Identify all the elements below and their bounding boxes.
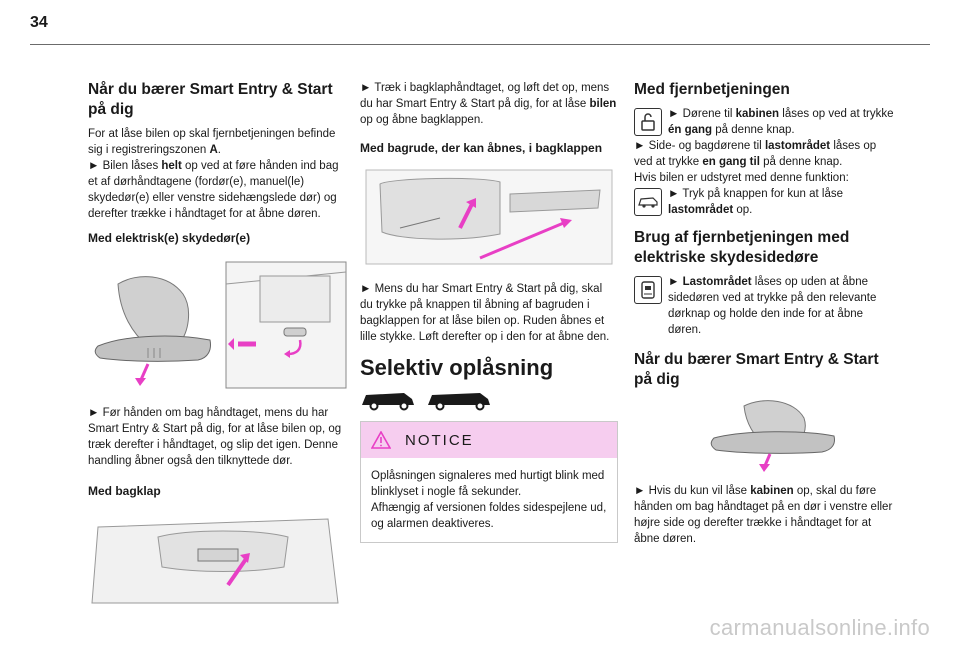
subheading: Med elektrisk(e) skydedør(e) <box>88 231 251 245</box>
section-heading: Med fjernbetjeningen <box>634 81 790 98</box>
bold-run: én gang <box>668 124 713 136</box>
handle-illustration <box>88 254 350 399</box>
bold-run: helt <box>161 160 182 172</box>
instruction <box>634 483 896 547</box>
notice-box <box>360 421 618 543</box>
text-run: . <box>217 144 221 156</box>
warning-triangle-icon <box>371 431 391 449</box>
column-1 <box>88 80 350 618</box>
van-icon <box>360 389 416 411</box>
subheading: Med bagklap <box>88 484 161 498</box>
instruction <box>668 274 896 338</box>
header-rule <box>30 44 930 45</box>
text-run: ► Dørene til <box>668 108 736 120</box>
subheading: Med bagrude, der kan åbnes, i bagklappen <box>360 141 603 155</box>
bold-run: lastområdet <box>668 204 734 216</box>
bold-run: en gang til <box>702 156 760 168</box>
bold-run: kabinen <box>750 485 794 497</box>
notice-header <box>361 422 617 458</box>
bold-run: lastområdet <box>764 140 831 152</box>
text-run: låses op ved at trykke <box>779 108 894 120</box>
watermark: carmanualsonline.info <box>709 615 930 640</box>
text-run: op, skal du føre hånden om bag håndtaget på en dør i venstre eller højre side og derefter trække i håndtaget for at åbne døren. <box>634 485 893 545</box>
van-icons <box>360 389 618 411</box>
rear-window-illustration <box>360 164 618 275</box>
section-heading: Selektiv oplåsning <box>360 355 554 380</box>
text-run: ► <box>668 276 683 288</box>
tailgate-illustration <box>88 507 350 612</box>
paragraph <box>88 158 350 222</box>
instruction <box>668 106 896 138</box>
text-run: op. <box>733 204 753 216</box>
paragraph <box>360 80 618 128</box>
notice-text: Oplåsningen signaleres med hurtigt blink med blinklyset i nogle få sekunder. Afhængig af versionen foldes sidespejlene ud, og alarmen deaktiveres. <box>371 470 607 530</box>
bold-run: Lastområdet <box>682 276 752 288</box>
text-run: ► Tryk på knappen for kun at låse <box>668 188 844 200</box>
cargo-unlock-icon <box>634 188 662 216</box>
text-run: ► Hvis du kun vil låse <box>634 485 751 497</box>
text-run: ► Træk i bagklaphåndtaget, og løft det op, mens du har Smart Entry & Start på dig, for at låse <box>360 82 610 110</box>
section-heading: Når du bærer Smart Entry & Start på dig <box>634 351 879 388</box>
text-run: på denne knap. <box>712 124 795 136</box>
column-3 <box>634 80 896 547</box>
text-run: låses op uden at åbne sidedøren ved at trykke på den relevante dørknap og holde den inde for at åbne døren. <box>668 276 877 336</box>
unlock-button-icon <box>634 108 662 136</box>
instruction <box>668 186 896 218</box>
bold-run: bilen <box>589 98 617 110</box>
bold-run: A <box>209 144 218 156</box>
notice-title: NOTICE <box>405 431 474 449</box>
paragraph: ► Før hånden om bag håndtaget, mens du har Smart Entry & Start på dig, for at låse bilen op, og træk derefter i håndtaget, og slip det igen. Denne handling åbner også den tilknyttede dør. <box>88 407 342 467</box>
paragraph <box>88 126 350 158</box>
text-run: ► Side- og bagdørene til <box>634 140 765 152</box>
handle-illustration <box>704 396 896 477</box>
column-2 <box>360 80 618 543</box>
text-run: ► Bilen låses <box>88 160 162 172</box>
instruction: Hvis bilen er udstyret med denne funktion: <box>634 172 849 184</box>
text-run: op ved at føre hånden ind bag et af dørhåndtagene (fordør(e), manuel(le) skydedør(e) eller venstre sidehængslede dør) og derefter trække i håndtaget for at åbne døren. <box>88 160 339 220</box>
section-heading: Brug af fjernbetjeningen med elektriske skydesidedøre <box>634 229 850 266</box>
text-run: op og åbne bagklappen. <box>360 114 484 126</box>
text-run: For at låse bilen op skal fjernbetjeningen befinde sig i registreringszonen <box>88 128 336 156</box>
van-icon <box>426 389 492 411</box>
text-run: på denne knap. <box>759 156 843 168</box>
bold-run: kabinen <box>735 108 780 120</box>
paragraph: ► Mens du har Smart Entry & Start på dig, skal du trykke på knappen til åbning af bagruden i bagklappen for at låse bilen op. Ruden åbnes et lille stykke. Løft derefter op i den for at åbne den. <box>360 283 610 343</box>
page-number: 34 <box>30 14 48 31</box>
instruction <box>634 138 896 170</box>
text-run: låses op ved at trykke <box>634 140 877 168</box>
section-heading: Når du bærer Smart Entry & Start på dig <box>88 81 333 118</box>
sliding-door-button-icon <box>634 276 662 304</box>
